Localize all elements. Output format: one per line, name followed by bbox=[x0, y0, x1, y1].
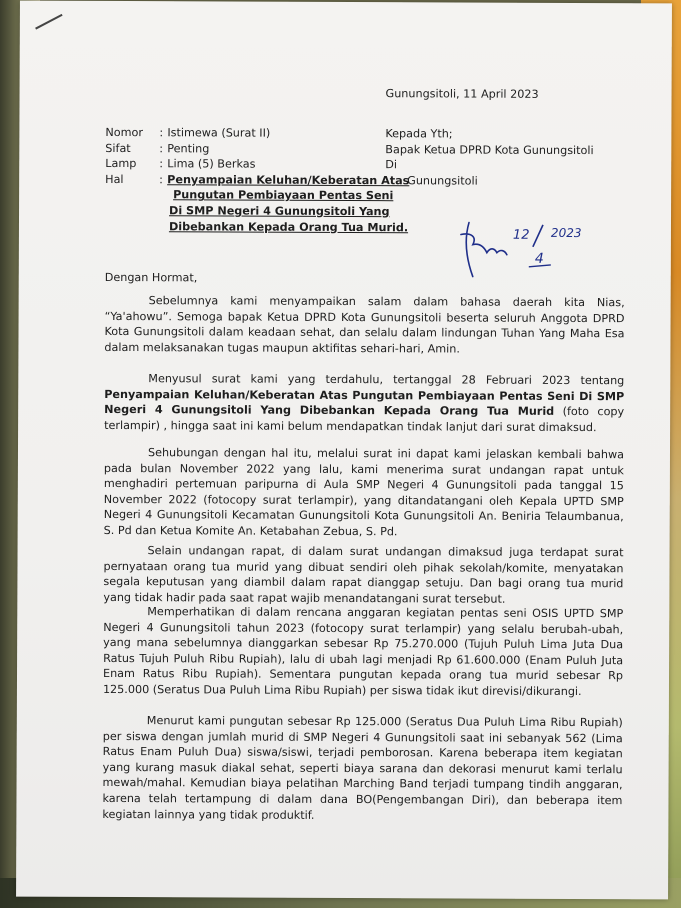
subject-line: Pungutan Pembiayaan Pentas Seni bbox=[173, 188, 394, 203]
paragraph-text: Menyusul surat kami yang terdahulu, tertanggal 28 Februari 2023 tentang bbox=[148, 372, 625, 388]
paragraph: Menurut kami pungutan sebesar Rp 125.000 (Seratus Dua Puluh Lima Ribu Rupiah) per siswa dengan jumlah murid di SMP Negeri 4 Gunungsitoli saat ini sebanyak 562 (Lima Ratus Enam Puluh Dua) siswa/siswi, terjadi pemborosan. Karena beberapa item kegiatan yang kurang masuk diakal sehat, seperti biaya sarana dan dekorasi menurut kami terlalu mewah/mahal. Kemudian biaya pelatihan Marching Band terjadi tumpang tindih anggaran, karena telah tertampung di dalam dana BO(Pengembangan Diri), dan beberapa item kegiatan lainnya yang tidak produktif. bbox=[102, 714, 623, 822]
annotation-month: 4 bbox=[534, 250, 544, 267]
subject-lines bbox=[167, 172, 409, 235]
recipient-line: Kepada Yth; bbox=[385, 127, 453, 141]
greeting: Dengan Hormat, bbox=[104, 270, 198, 285]
meta-value: Lima (5) Berkas bbox=[167, 157, 256, 171]
meta-colon: : bbox=[159, 157, 164, 171]
paragraph: Memperhatikan di dalam rencana anggaran kegiatan pentas seni OSIS UPTD SMP Negeri 4 Gunungsitoli tahun 2023 (fotocopy surat terlampir) yang selalu berubah-ubah, yang mana sebelumnya dianggarkan sebesar Rp 75.270.000 (Tujuh Puluh Lima Juta Dua Ratus Tujuh Puluh Ribu Rupiah), lalu di ubah lagi menjadi Rp 61.600.000 (Enam Puluh Juta Enam Ratus Ribu Rupiah). Sementara pungutan kepada orang tua murid sebesar Rp 125.000 (Seratus Dua Puluh Lima Ribu Rupiah) per siswa tidak ikut direvisi/dikurangi. bbox=[102, 605, 624, 699]
paragraph bbox=[104, 371, 624, 436]
meta-value: Istimewa (Surat II) bbox=[167, 126, 271, 140]
recipient-block bbox=[385, 126, 594, 189]
meta-label: Nomor bbox=[105, 125, 143, 140]
annotation-year: 2023 bbox=[550, 225, 582, 241]
meta-label: Hal bbox=[105, 172, 124, 186]
subject-line: Dibebankan Kepada Orang Tua Murid. bbox=[168, 219, 409, 234]
recipient-line: Di bbox=[385, 158, 398, 172]
letter-date: Gunungsitoli, 11 April 2023 bbox=[385, 87, 539, 101]
annotation-slash bbox=[533, 225, 543, 247]
meta-colon: : bbox=[159, 141, 164, 155]
recipient-line: Bapak Ketua DPRD Kota Gunungsitoli bbox=[385, 142, 594, 157]
meta-colon: : bbox=[159, 126, 164, 140]
paragraph-text: (foto copy terlampir) , hingga saat ini kami belum mendapatkan tindak lanjut dari surat dimaksud. bbox=[104, 405, 625, 434]
recipient-line: Gunungsitoli bbox=[407, 174, 478, 188]
pen-mark bbox=[35, 14, 62, 30]
annotation-day: 12 bbox=[512, 227, 530, 243]
signature-scribble bbox=[461, 223, 507, 277]
subject-line: Di SMP Negeri 4 Gunungsitoli Yang bbox=[169, 204, 390, 219]
meta-label: Sifat bbox=[105, 141, 131, 155]
paragraph: Sehubungan dengan hal itu, melalui surat ini dapat kami jelaskan kembali bahwa pada bulan November 2022 yang lalu, kami menerima surat undangan rapat untuk menghadiri pertemuan paripurna di Aula SMP Negeri 4 Gunungsitoli pada tanggal 15 November 2022 (fotocopy surat terlampir), yang ditandatangani oleh Kepala UPTD SMP Negeri 4 Gunungsitoli Kecamatan Gunungsitoli Kota Gunungsitoli An. Beniria Telaumbanua, S. Pd dan Ketua Komite An. Ketabahan Zebua, S. Pd. bbox=[103, 446, 625, 539]
paragraph-bold-text: Penyampaian Keluhan/Keberatan Atas Pungutan Pembiayaan Pentas Seni Di SMP Negeri 4 Gunungsitoli Yang Dibebankan Kepada Orang Tua Murid bbox=[104, 387, 625, 419]
paragraph: Selain undangan rapat, di dalam surat undangan dimaksud juga terdapat surat pernyataan orang tua murid yang dibuat sendiri oleh pihak sekolah/komite, menyatakan segala keputusan yang diambil dalam rapat dianggap setuju. Dan bagi orang tua murid yang tidak hadir pada saat rapat wajib menandatangani surat tersebut. bbox=[103, 544, 624, 606]
meta-label: Lamp bbox=[105, 157, 137, 171]
meta-colon: : bbox=[159, 172, 163, 186]
handwritten-annotation bbox=[451, 214, 601, 285]
paragraph: Sebelumnya kami menyampaikan salam dalam bahasa daerah kita Nias, “Ya'ahowu”. Semoga bapak Ketua DPRD Kota Gunungsitoli beserta seluruh Anggota DPRD Kota Gunungsitoli dalam keadaan sehat, dan selalu dalam lindungan Tuhan Yang Maha Esa dalam melaksanakan tugas maupun aktifitas sehari-hari, Amin. bbox=[104, 294, 625, 356]
meta-value: Penting bbox=[167, 141, 210, 156]
letter-paper bbox=[16, 1, 672, 900]
subject-line: Penyampaian Keluhan/Keberatan Atas bbox=[167, 173, 410, 188]
